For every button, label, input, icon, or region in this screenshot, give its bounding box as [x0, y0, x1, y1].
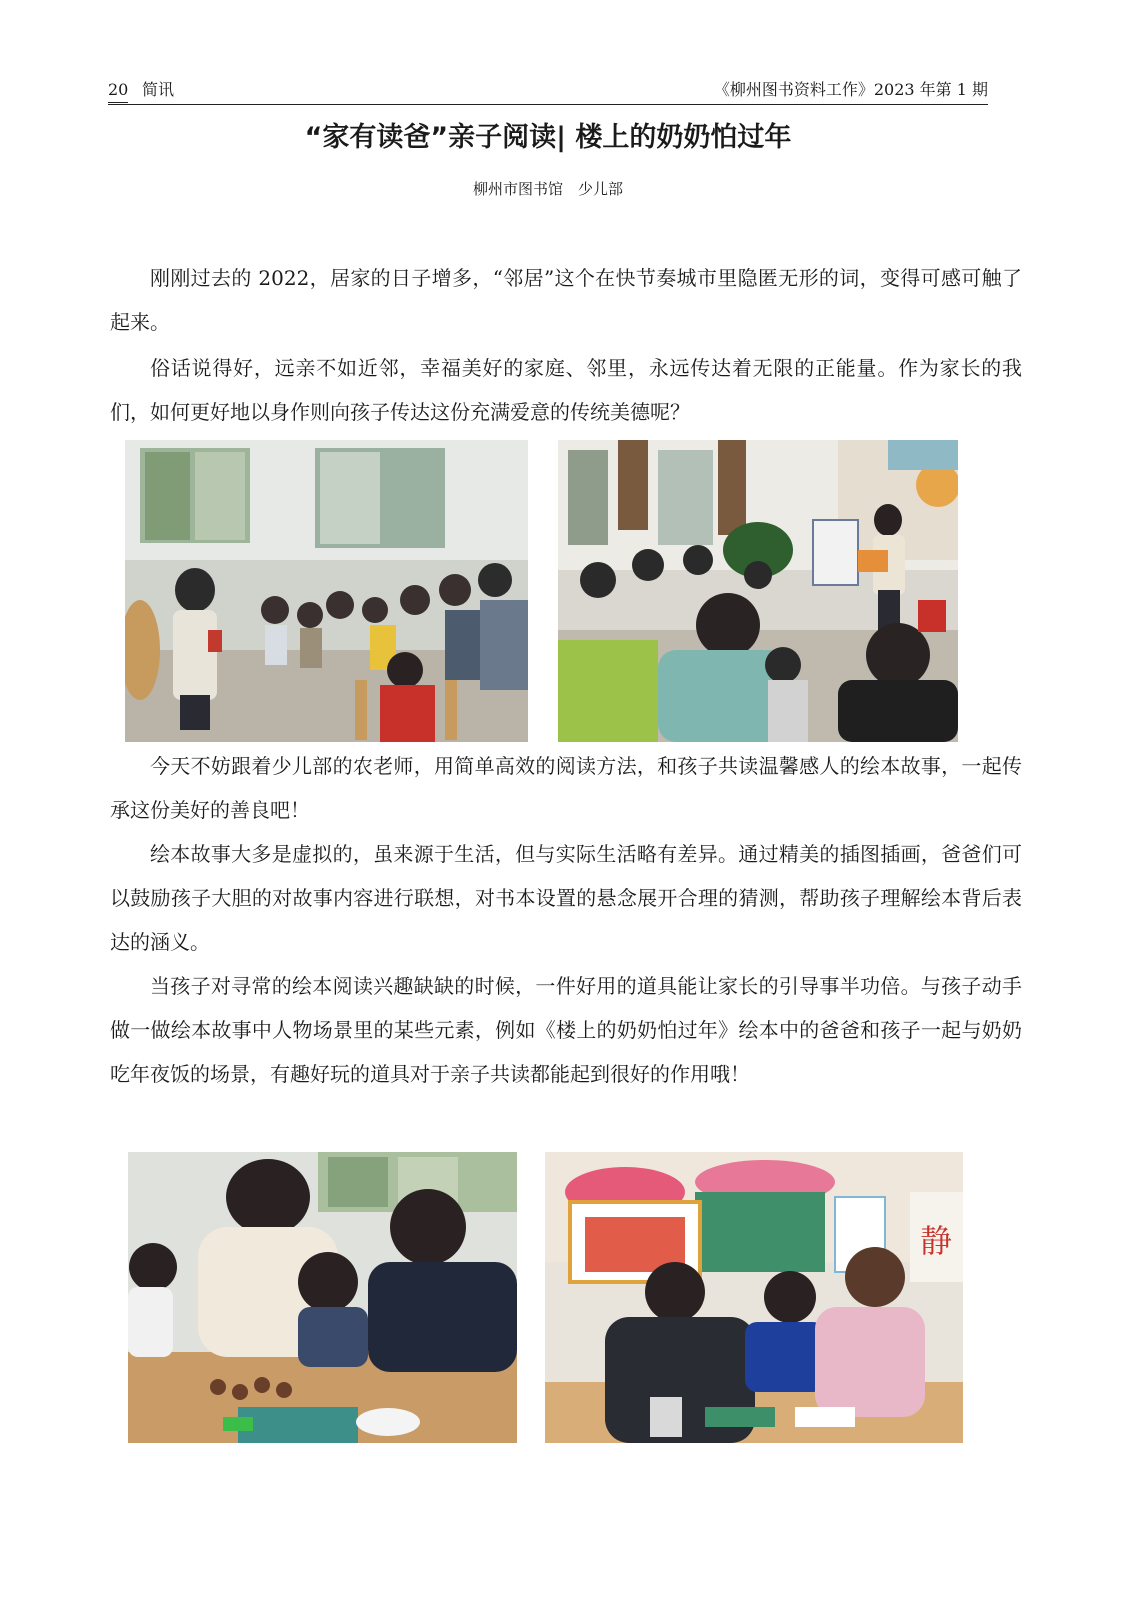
article-author: 柳州市图书馆 少儿部: [472, 180, 623, 198]
photo-craft-activity-2: [545, 1152, 963, 1443]
journal-name: 《柳州图书资料工作》2023 年第 1 期: [713, 80, 988, 99]
section-name: 简讯: [142, 80, 175, 99]
article-title: “家有读爸”亲子阅读| 楼上的奶奶怕过年: [304, 122, 792, 153]
paragraph-4: 绘本故事大多是虚拟的，虽来源于生活，但与实际生活略有差异。通过精美的插图插画，爸爸们可以鼓励孩子大胆的对故事内容进行联想，对书本设置的悬念展开合理的猜测，帮助孩子理解绘本背后表达的涵义。: [110, 842, 1022, 954]
paragraph-2: 俗话说得好，远亲不如近邻，幸福美好的家庭、邻里，永远传达着无限的正能量。作为家长的我们，如何更好地以身作则向孩子传达这份充满爱意的传统美德呢？: [110, 356, 1022, 424]
paragraph-5: 当孩子对寻常的绘本阅读兴趣缺缺的时候，一件好用的道具能让家长的引导事半功倍。与孩子动手做一做绘本故事中人物场景里的某些元素，例如《楼上的奶奶怕过年》绘本中的爸爸和孩子一起与奶奶吃年夜饭的场景，有趣好玩的道具对于亲子共读都能起到很好的作用哦！: [110, 974, 1022, 1086]
photo-reading-session-2: [558, 440, 958, 742]
photo-craft-activity-1: [128, 1152, 517, 1443]
sign-character: 静: [919, 1222, 953, 1260]
photo-reading-session-1: [125, 440, 528, 742]
page-number: 20: [108, 78, 128, 103]
running-header: [108, 78, 988, 105]
paragraph-1: 刚刚过去的 2022，居家的日子增多，“邻居”这个在快节奏城市里隐匿无形的词，变得可感可触了起来。: [110, 266, 1022, 334]
paragraph-3: 今天不妨跟着少儿部的农老师，用简单高效的阅读方法，和孩子共读温馨感人的绘本故事，一起传承这份美好的善良吧！: [110, 754, 1022, 822]
